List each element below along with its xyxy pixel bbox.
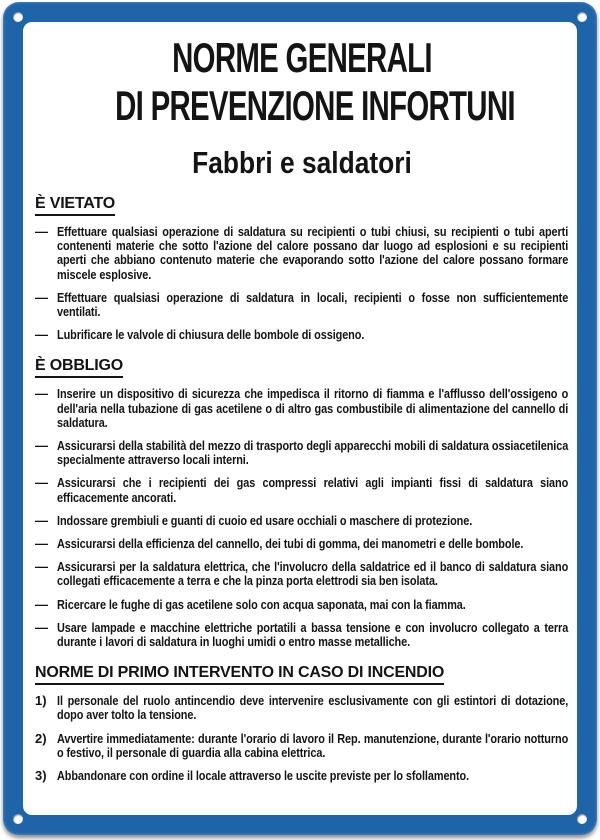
rule-text: Usare lampade e macchine elettriche portatili a bassa tensione e con involucro collegato a terra durante i lavori di saldatura in luoghi umidi o entro masse metalliche. xyxy=(57,619,569,650)
rule-text: Assicurarsi della stabilità del mezzo di trasporto degli apparecchi mobili di saldatura ossiacetilenica specialmente attraverso locali interni. xyxy=(57,438,569,468)
screw-hole-bottom-left-icon xyxy=(13,814,23,824)
list-number: 1) xyxy=(35,693,47,709)
dash-bullet-icon: — xyxy=(35,327,48,343)
rule-item xyxy=(35,514,569,528)
title-line-1: NORME GENERALI xyxy=(172,34,432,81)
rule-text: Effettuare qualsiasi operazione di saldatura su recipienti o tubi chiusi, su recipienti o tubi aperti contenenti materie che sotto l'azione del calore possano dar luogo ad esplosioni e su recipienti aperti che abbiano contenuto materie che evaporando sotto l'azione del calore possano formare miscele esplosive. xyxy=(57,224,569,282)
sign-title xyxy=(35,34,569,130)
dash-bullet-icon: — xyxy=(35,224,48,239)
dash-bullet-icon: — xyxy=(35,559,48,575)
rule-item xyxy=(35,439,569,467)
list-number: 3) xyxy=(35,768,47,784)
sign-subtitle: Fabbri e saldatori xyxy=(192,145,412,180)
dash-bullet-icon: — xyxy=(35,512,48,528)
list-number: 2) xyxy=(35,730,47,746)
rule-item xyxy=(35,732,569,760)
rule-text: Ricercare le fughe di gas acetilene solo con acqua saponata, mai con la fiamma. xyxy=(57,596,466,612)
rule-text: Inserire un dispositivo di sicurezza che impedisca il ritorno di fiamma e l'afflusso dell'ossigeno o dell'aria nella tubazione di gas acetilene o di altro gas combustibile di alimentazione del cannello di saldatura. xyxy=(57,386,569,430)
rule-text: Assicurarsi per la saldatura elettrica, che l'involucro della saldatrice ed il banco di saldatura siano collegati efficacemente a terra e che la pinza porta elettrodi sia ben isolata. xyxy=(57,559,569,589)
dash-bullet-icon: — xyxy=(35,438,48,454)
dash-bullet-icon: — xyxy=(35,475,48,491)
dash-bullet-icon: — xyxy=(35,289,48,305)
rule-item xyxy=(35,328,569,342)
dash-bullet-icon: — xyxy=(35,619,48,635)
dash-bullet-icon: — xyxy=(35,386,48,402)
rule-text: Effettuare qualsiasi operazione di saldatura in locali, recipienti o fosse non sufficientemente ventilati. xyxy=(57,289,569,320)
sign-panel xyxy=(23,22,577,815)
section-heading-obbligo: È OBBLIGO xyxy=(35,356,569,378)
rule-item xyxy=(35,694,569,722)
rule-item xyxy=(35,476,569,504)
sign-content xyxy=(35,32,569,811)
rule-item xyxy=(35,387,569,430)
screw-hole-top-right-icon xyxy=(577,12,587,22)
rule-item xyxy=(35,598,569,612)
screw-hole-bottom-right-icon xyxy=(577,814,587,824)
rule-item xyxy=(35,769,569,783)
rule-text: Il personale del ruolo antincendio deve intervenire esclusivamente con gli estintori di dotazione, dopo aver tolto la tensione. xyxy=(57,693,569,723)
dash-bullet-icon: — xyxy=(35,536,48,552)
rule-item xyxy=(35,291,569,319)
rule-item xyxy=(35,560,569,588)
rule-text: Indossare grembiuli e guanti di cuoio ed usare occhiali o maschere di protezione. xyxy=(57,512,473,528)
rule-text: Assicurarsi che i recipienti dei gas compressi relativi agli impianti fissi di saldatura siano efficacemente ancorati. xyxy=(57,475,569,505)
rule-text: Avvertire immediatamente: durante l'orario di lavoro il Rep. manutenzione, durante l'orario notturno o festivo, il personale di guardia alla cabina elettrica. xyxy=(57,730,569,760)
dash-bullet-icon: — xyxy=(35,596,48,612)
rule-item xyxy=(35,537,569,551)
safety-sign-frame xyxy=(3,2,597,835)
rule-text: Abbandonare con ordine il locale attraverso le uscite previste per lo sfollamento. xyxy=(57,768,470,784)
title-line-2: DI PREVENZIONE INFORTUNI xyxy=(115,82,515,129)
rule-text: Assicurarsi della efficienza del cannello, dei tubi di gomma, dei manometri e delle bombole. xyxy=(57,536,524,552)
section-heading-vietato: È VIETATO xyxy=(35,194,569,216)
rule-item xyxy=(35,225,569,282)
section-heading-incendio: NORME DI PRIMO INTERVENTO IN CASO DI INCENDIO xyxy=(35,663,569,685)
rule-item xyxy=(35,621,569,649)
rule-text: Lubrificare le valvole di chiusura delle bombole di ossigeno. xyxy=(57,327,365,343)
screw-hole-top-left-icon xyxy=(13,12,23,22)
